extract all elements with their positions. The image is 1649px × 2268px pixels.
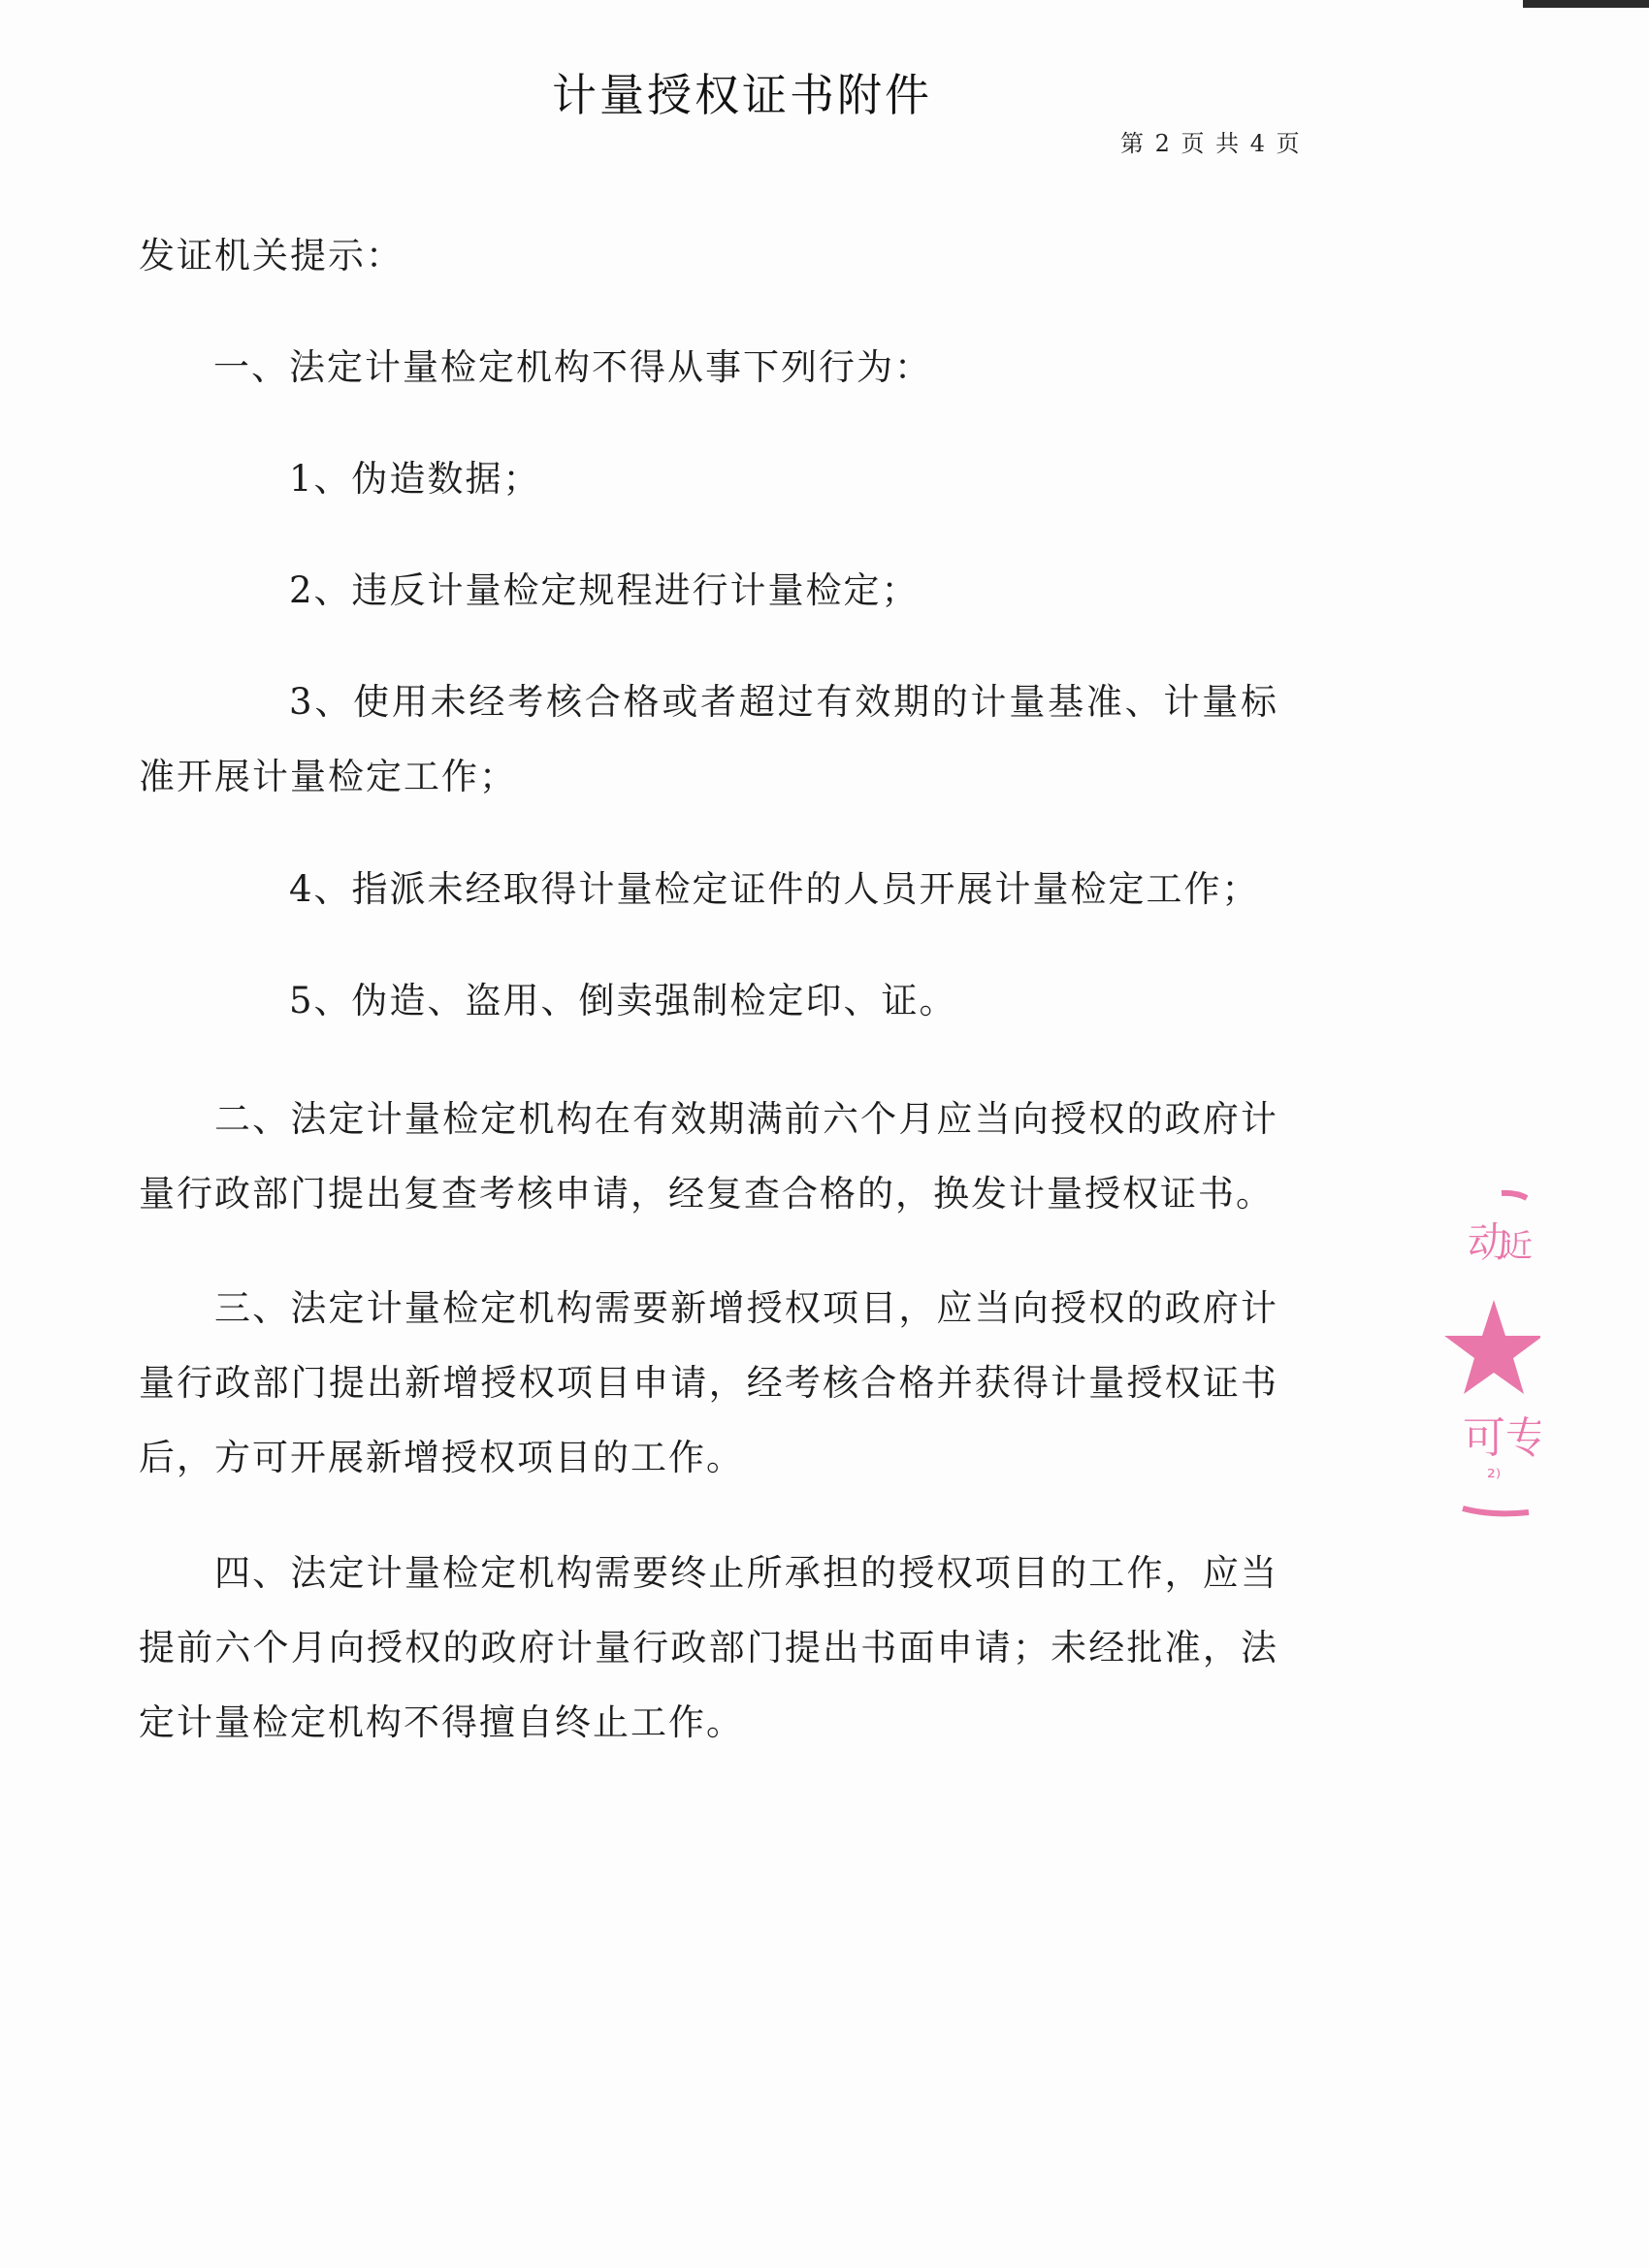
section1-item-2: 2、违反计量检定规程进行计量检定； (289, 569, 920, 611)
section1-item-3: 3、使用未经考核合格或者超过有效期的计量基准、计量标准开展计量检定工作； (139, 681, 1278, 797)
section2-paragraph: 二、法定计量检定机构在有效期满前六个月应当向授权的政府计量行政部门提出复查考核申请，经复查合格的，换发计量授权证书。 (139, 1098, 1278, 1215)
section1-item-1: 1、伪造数据； (289, 458, 541, 500)
section3-paragraph: 三、法定计量检定机构需要新增授权项目，应当向授权的政府计量行政部门提出新增授权项目申请，经考核合格并获得计量授权证书后，方可开展新增授权项目的工作。 (139, 1287, 1278, 1478)
section4-paragraph: 四、法定计量检定机构需要终止所承担的授权项目的工作，应当提前六个月向授权的政府计量行政部门提出书面申请；未经批准，法定计量检定机构不得擅自终止工作。 (139, 1552, 1278, 1743)
svg-text:可专: 可专 (1463, 1413, 1540, 1463)
section1-item-5: 5、伪造、盗用、倒卖强制检定印、证。 (289, 980, 957, 1021)
section1-heading: 一、法定计量检定机构不得从事下列行为： (213, 346, 932, 388)
scan-edge-mark (1523, 0, 1649, 8)
svg-text:²⁾: ²⁾ (1487, 1466, 1502, 1490)
svg-text:近: 近 (1502, 1227, 1534, 1264)
svg-text:动: 动 (1468, 1218, 1509, 1266)
official-seal-stamp (1434, 1188, 1540, 1523)
document-title: 计量授权证书附件 (552, 69, 932, 121)
issuer-note: 发证机关提示： (139, 235, 404, 276)
page-number: 第 2 页 共 4 页 (1120, 130, 1302, 157)
section1-item-4: 4、指派未经取得计量检定证件的人员开展计量检定工作； (289, 868, 1260, 910)
